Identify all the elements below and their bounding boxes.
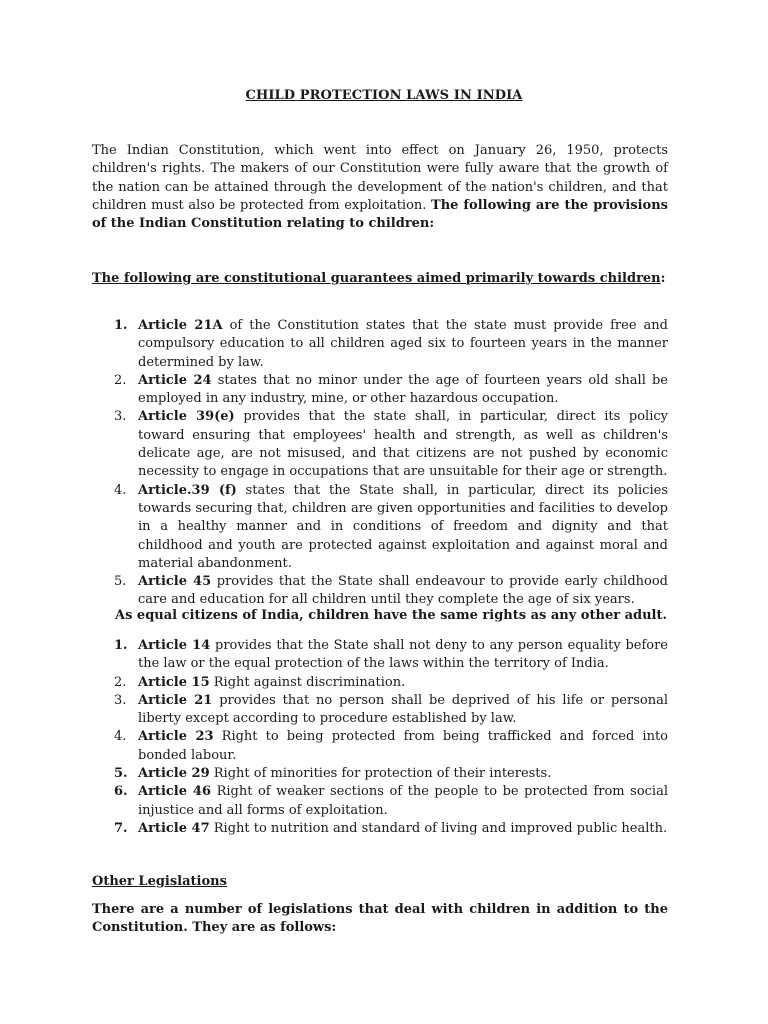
list-item-text: provides that the state shall, in particular, direct its policy toward ensuring that employees' health and strength, as well as children's delicate age, are not misused, and that citizens are not pushed by economic necessity to engage in occupations that are unsuitable for their age or strength.: [138, 409, 668, 480]
article-name: Article 14: [138, 638, 211, 653]
list-item-text: states that the State shall, in particular, direct its policies towards securing that, children are given opportunities and facilities to develop in a healthy manner and in conditions of freedom and dignity and that childhood and youth are protected against exploitation and against moral and material abandonment.: [138, 482, 668, 571]
list-item: [92, 820, 668, 838]
list-item-number: 4.: [114, 482, 127, 498]
list-item: [92, 408, 668, 481]
section1-list: [92, 317, 668, 610]
list-item-text: Right of minorities for protection of their interests.: [209, 766, 552, 782]
list-item-number: 4.: [114, 729, 127, 745]
article-name: Article 39(e): [138, 409, 235, 425]
list-item: [92, 674, 668, 692]
article-name: Article.39 (f): [138, 482, 237, 498]
list-item: [92, 573, 668, 610]
list-item: [92, 692, 668, 729]
article-name: Article 29: [138, 766, 210, 782]
list-item-number: 2.: [114, 674, 127, 690]
article-name: Article 21: [138, 692, 213, 708]
list-item: [92, 482, 668, 573]
list-item-text: Right to being protected from being trafficked and forced into bonded labour.: [138, 729, 668, 763]
list-item-text: Right of weaker sections of the people to be protected from social injustice and all forms of exploitation.: [138, 784, 668, 818]
page-title: CHILD PROTECTION LAWS IN INDIA: [245, 88, 523, 103]
list-item-text: provides that the State shall not deny to any person equality before the law or the equal protection of the laws within the territory of India.: [138, 638, 669, 672]
list-item: [92, 765, 668, 783]
article-name: Article 15: [138, 674, 210, 690]
article-name: Article 46: [138, 784, 212, 800]
list-item-number: 2.: [114, 372, 127, 388]
list-item-number: 5.: [114, 766, 128, 782]
list-item-number: 3.: [114, 409, 127, 425]
list-item: [92, 783, 668, 820]
intro-paragraph: [92, 142, 668, 233]
list-item-text: states that no minor under the age of fourteen years old shall be employed in any industry, mine, or other hazardous occupation.: [138, 372, 668, 407]
intro-text: The Indian Constitution, which went into effect on January 26, 1950, protects children's rights. The makers of our Constitution were fully aware that the growth of the nation can be attained through the development of the nation's children, and that children must also be protected from exploitation.: [92, 143, 668, 213]
article-name: Article 23: [138, 729, 214, 745]
list-item: [92, 317, 668, 372]
list-item: [92, 637, 668, 674]
list-item-number: 6.: [114, 784, 128, 800]
list-item: [92, 728, 668, 765]
section2-heading: As equal citizens of India, children have the same rights as any other adult.: [115, 608, 668, 623]
section1-heading-text: The following are constitutional guarantees aimed primarily towards children: [92, 271, 661, 286]
list-item-text: Right to nutrition and standard of living and improved public health.: [209, 820, 668, 836]
section3-paragraph: There are a number of legislations that deal with children in addition to the Constitution. They are as follows:: [92, 902, 668, 936]
list-item-number: 7.: [114, 820, 128, 836]
list-item-number: 1.: [114, 638, 128, 653]
section2-list: [92, 637, 668, 838]
list-item-number: 3.: [114, 692, 127, 708]
article-name: Article 24: [138, 372, 212, 388]
list-item-text: of the Constitution states that the state must provide free and compulsory education to all children aged six to fourteen years in the manner determined by law.: [138, 318, 668, 370]
article-name: Article 45: [138, 574, 212, 590]
list-item-text: Right against discrimination.: [209, 674, 406, 690]
list-item: [92, 372, 668, 409]
section3-heading: Other Legislations: [92, 874, 227, 889]
list-item-number: 1.: [114, 318, 128, 333]
list-item-text: provides that the State shall endeavour to provide early childhood care and education for all children until they complete the age of six years.: [138, 574, 669, 608]
section1-heading-suffix: :: [660, 271, 666, 286]
list-item-number: 5.: [114, 574, 127, 590]
article-name: Article 21A: [138, 318, 223, 333]
intro-bold-text: The following are the provisions of the Indian Constitution relating to children:: [92, 197, 668, 232]
article-name: Article 47: [138, 820, 210, 836]
list-item-text: provides that no person shall be deprived of his life or personal liberty except according to procedure established by law.: [138, 692, 668, 727]
section1-heading: [92, 271, 665, 286]
